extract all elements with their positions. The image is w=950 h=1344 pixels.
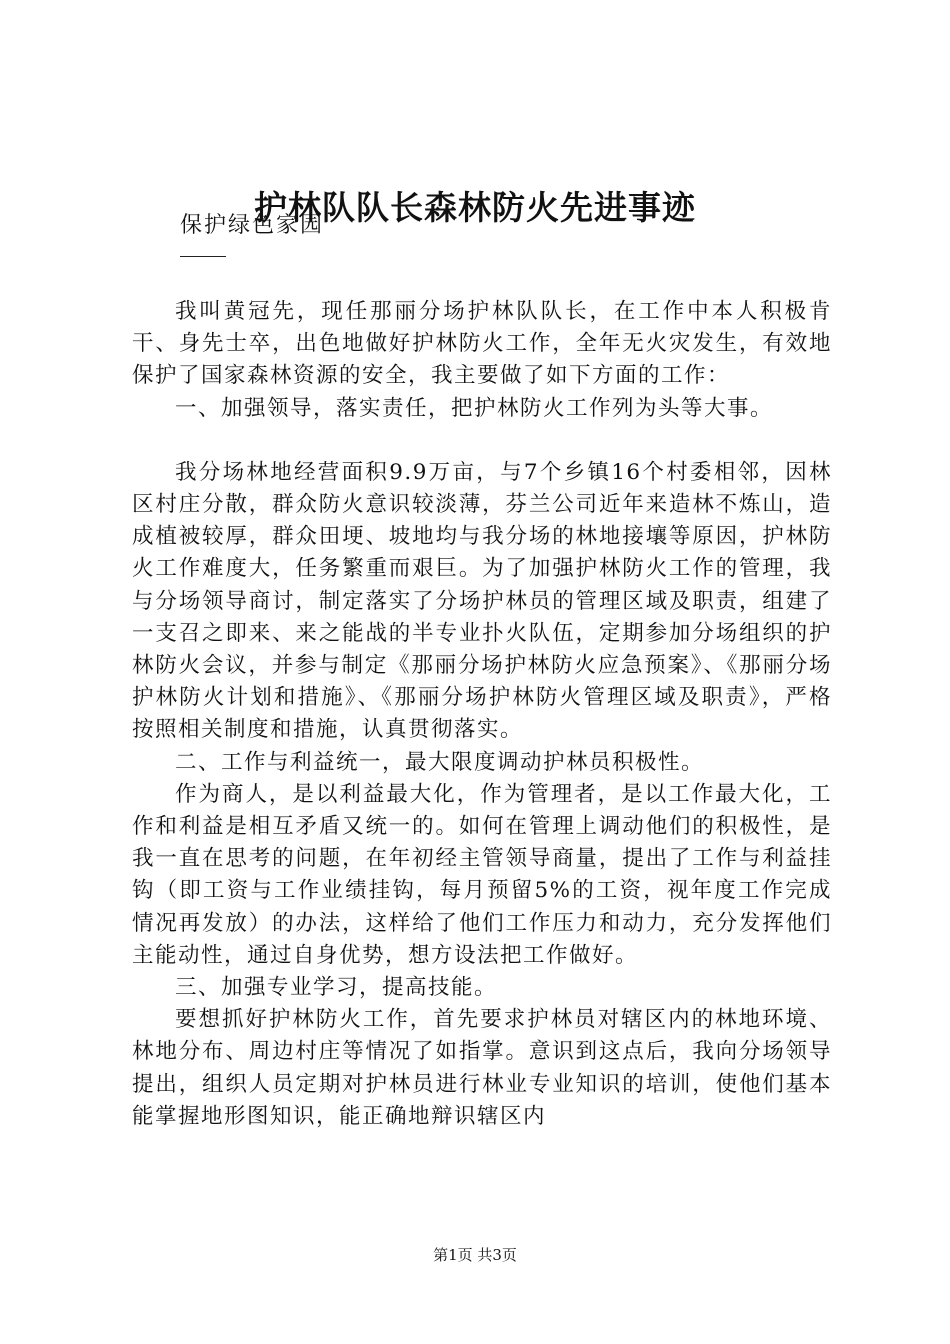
document-title: 护林队队长森林防火先进事迹: [254, 188, 696, 227]
subtitle-dash: [180, 256, 226, 257]
paragraph-section-3: 要想抓好护林防火工作，首先要求护林员对辖区内的林地环境、林地分布、周边村庄等情况了如指掌。意识到这点后，我向分场领导提出，组织人员定期对护林员进行林业专业知识的培训，使他们基本能掌握地形图知识，能正确地辩识辖区内: [132, 1007, 832, 1129]
document-subtitle: 保护绿色家园: [180, 213, 325, 238]
section-heading-3: 三、加强专业学习，提高技能。: [175, 975, 498, 1001]
section-heading-1: 一、加强领导，落实责任，把护林防火工作列为头等大事。: [175, 395, 774, 421]
document-body: [132, 296, 832, 1133]
section-heading-2: 二、工作与利益统一，最大限度调动护林员积极性。: [175, 749, 705, 775]
paragraph-intro: 我叫黄冠先，现任那丽分场护林队队长，在工作中本人积极肯干、身先士卒，出色地做好护林防火工作，全年无火灾发生，有效地保护了国家森林资源的安全，我主要做了如下方面的工作：: [132, 299, 832, 389]
paragraph-section-2: 作为商人，是以利益最大化，作为管理者，是以工作最大化，工作和利益是相互矛盾又统一的。如何在管理上调动他们的积极性，是我一直在思考的问题，在年初经主管领导商量，提出了工作与利益挂钩（即工资与工作业绩挂钩，每月预留5%的工资，视年度工作完成情况再发放）的办法，这样给了他们工作压力和动力，充分发挥他们主能动性，通过自身优势，想方设法把工作做好。: [132, 781, 832, 968]
page-number: 第1页 共3页: [433, 1246, 517, 1264]
paragraph-section-1: 我分场林地经营面积9.9万亩，与7个乡镇16个村委相邻，因林区村庄分散，群众防火意识较淡薄，芬兰公司近年来造林不炼山，造成植被较厚，群众田埂、坡地均与我分场的林地接壤等原因，护林防火工作难度大，任务繁重而艰巨。为了加强护林防火工作的管理，我与分场领导商讨，制定落实了分场护林员的管理区域及职责，组建了一支召之即来、来之能战的半专业扑火队伍，定期参加分场组织的护林防火会议，并参与制定《那丽分场护林防火应急预案》、《那丽分场护林防火计划和措施》、《那丽分场护林防火管理区域及职责》，严格按照相关制度和措施，认真贯彻落实。: [132, 459, 832, 743]
